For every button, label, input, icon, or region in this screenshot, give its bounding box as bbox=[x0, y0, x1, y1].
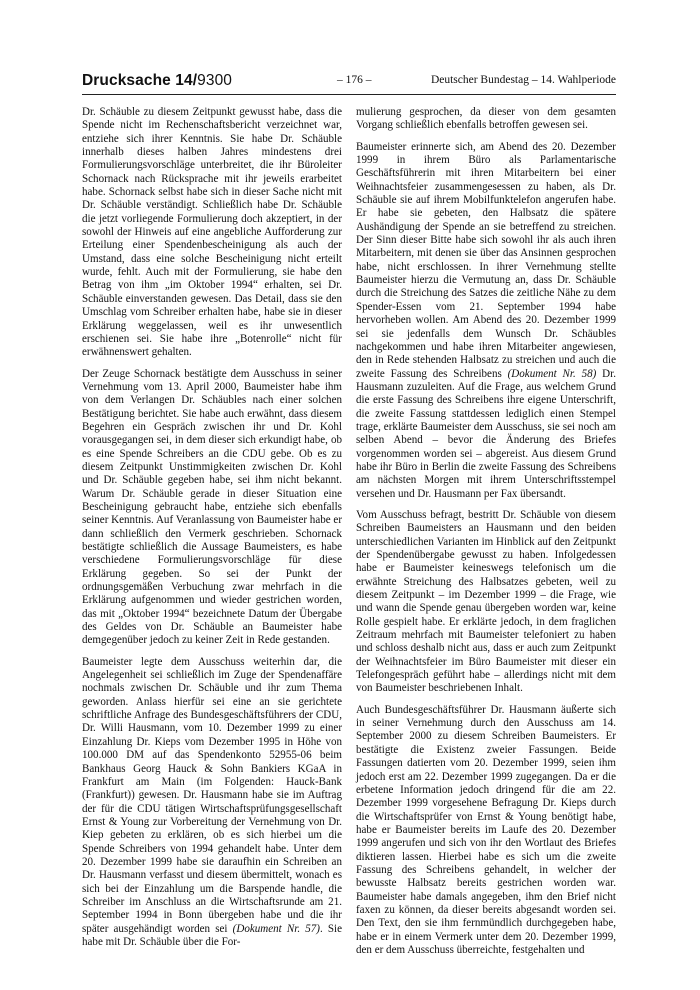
right-column bbox=[356, 106, 616, 957]
document-number-value: 9300 bbox=[197, 72, 233, 89]
paragraph: mulierung gesprochen, da dieser von dem gesamten Vorgang schließlich ebenfalls betroffen gewesen sei. bbox=[356, 106, 616, 132]
paragraph: Der Zeuge Schornack bestätigte dem Ausschuss in seiner Vernehmung vom 13. April 2000, Baumeister habe ihm von dem Verlangen Dr. Schäubles nach einer solchen Bestätigung berichtet. Sie habe auch erwähnt, dass diesem Begehren ein Gespräch zwischen ihr und Dr. Kohl vorausgegangen sei, in dem dieser sich erkundigt habe, ob es eine Spende Schreibers an die CDU gebe. Ob es zu diesem Zeitpunkt Unstimmigkeiten zwischen Dr. Kohl und Dr. Schäuble gegeben habe, sei ihm nicht bekannt. Warum Dr. Schäuble gerade in dieser Situation eine Bescheinigung gebraucht habe, entziehe sich ebenfalls seiner Kenntnis. Auf Veranlassung von Baumeister habe er dann schließlich den Vermerk geschrieben. Schornack bestätigte schließlich die Aussage Baumeisters, es habe verschiedene Formulierungsvorschläge für diese Erklärung gegeben. So sei der Punkt der ordnungsgemäßen Verbuchung zwar mehrfach in die Erklärung aufgenommen und wieder gestrichen worden, das mit „Oktober 1994“ bezeichnete Datum der Übergabe des Geldes von Dr. Schäuble an Baumeister habe demgegenüber jedoch zu keiner Zeit in Rede gestanden. bbox=[82, 367, 342, 647]
paragraph: Vom Ausschuss befragt, bestritt Dr. Schäuble von diesem Schreiben Baumeisters an Hausmann und den beiden unterschiedlichen Varianten im Hinblick auf den Zeitpunkt der Spendenübergabe gewusst zu haben. Infolgedessen habe er Baumeister keineswegs telefonisch um die erwähnte Streichung des Halbsatzes gebeten, weil zu diesem Zeitpunkt – im Dezember 1999 – die Frage, wie und wann die Spende genau übergeben worden war, keine Rolle gespielt habe. Er erklärte jedoch, in dem fraglichen Zeitraum mehrfach mit Baumeister telefoniert zu haben und schloss deshalb nicht aus, dass er auch zum Zeitpunkt der Weihnachtsfeier im Büro Baumeister mit dieser ein Telefongespräch geführt habe – allerdings nicht mit dem von Baumeister beschriebenen Inhalt. bbox=[356, 508, 616, 695]
header-rule bbox=[82, 94, 616, 95]
left-column bbox=[82, 106, 342, 949]
paragraph-text: Baumeister legte dem Ausschuss weiterhin dar, die Angelegenheit sei schließlich im Zuge der Spendenaffäre nochmals zwischen Dr. Schäuble und ihr zum Thema geworden. Anlass hierfür sei eine an sie gerichtete schriftliche Anfrage des Bundesgeschäftsführers der CDU, Dr. Willi Hausmann, vom 10. Dezember 1999 zu einer Einzahlung Dr. Kieps vom Dezember 1995 in Höhe von 100.000 DM auf das Spendenkonto 52955-06 beim Bankhaus Georg Hauck & Sohn Bankiers KGaA in Frankfurt am Main (im Folgenden: Hauck-Bank (Frankfurt)) gewesen. Dr. Hausmann habe sie im Auftrag der für die CDU tätigen Wirtschaftsprüfungsgesellschaft Ernst & Young zur Vorbereitung der Vernehmung von Dr. Kiep gebeten zu erklären, ob es sich hierbei um die Spende Schreibers von 1994 gehandelt habe. Unter dem 20. Dezember 1999 habe sie daraufhin ein Schreiben an Dr. Hausmann verfasst und diesem übermittelt, wonach es sich bei der Einzahlung um die Barspende handle, die Schreiber im Anschluss an die Wirtschaftsrunde am 21. September 1994 in Bonn übergeben habe und die ihr später ausgehändigt worden sei bbox=[82, 655, 342, 935]
page-number: – 176 – bbox=[337, 74, 372, 86]
paragraph: Dr. Schäuble zu diesem Zeitpunkt gewusst habe, dass die Spende nicht im Rechenschaftsbericht verzeichnet war, entziehe sich ihrer Kenntnis. Sie habe Dr. Schäuble innerhalb dieses halben Jahres mindestens drei Formulierungsvorschläge unterbreitet, die ihr Büroleiter Schornack nach Rücksprache mit ihr jeweils erarbeitet habe. Schornack selbst habe sich in dieser Sache nicht mit Dr. Schäuble verständigt. Schließlich habe Dr. Schäuble die jetzt vorliegende Formulierung doch akzeptiert, in der sowohl der Hinweis auf eine angebliche Aufforderung zur Erteilung einer Spendenbescheinigung als auch der Umstand, dass eine solche Bescheinigung nicht erteilt wurde, fehlt. Auch mit der Formulierung, sie habe den Betrag von ihm „im Oktober 1994“ erhalten, sei Dr. Schäuble einverstanden gewesen. Das Detail, dass sie den Umschlag vom Schreiber erhalten habe, habe sie in dieser Erklärung weggelassen, weil es ihr unwesentlich erschienen sei. Sie habe ihre „Botenrolle“ nicht für erwähnenswert gehalten. bbox=[82, 106, 342, 359]
paragraph bbox=[82, 656, 342, 950]
paragraph-text: . Sie habe mit Dr. Schäuble über die For- bbox=[82, 922, 342, 948]
document-label: Drucksache 14/ bbox=[82, 72, 198, 89]
page-header bbox=[82, 72, 616, 94]
document-reference: (Dokument Nr. 58) bbox=[507, 367, 597, 380]
document-number bbox=[82, 72, 232, 90]
paragraph-text: Dr. Hausmann zuzuleiten. Auf die Frage, aus welchem Grund die erste Fassung des Schreibens ihre eigene Unterschrift, die zweite Fassung stattdessen lediglich einen Stempel trage, erklärte Baumeister dem Ausschuss, sie sei noch am selben Abend – bevor die Änderung des Briefes vorgenommen worden sei – abgereist. Aus diesem Grund habe ihr Büro in Berlin die zweite Fassung des Schreibens am nächsten Morgen mit ihrem Unterschriftsstempel versehen und Dr. Hausmann per Fax übersandt. bbox=[356, 367, 616, 500]
paragraph: Auch Bundesgeschäftsführer Dr. Hausmann äußerte sich in seiner Vernehmung durch den Ausschuss am 14. September 2000 zu diesem Schreiben Baumeisters. Er bestätigte die Existenz zweier Fassungen. Beide Fassungen datierten vom 20. Dezember 1999, seien ihm jedoch erst am 22. Dezember 1999 zugegangen. Da er die erbetene Information jedoch dringend für die am 22. Dezember 1999 vorgesehene Befragung Dr. Kieps durch die Wirtschaftsprüfer von Ernst & Young benötigt habe, habe er Baumeister bereits im Laufe des 20. Dezember 1999 angerufen und sich von ihr den Wortlaut des Briefes diktieren lassen. Hierbei habe es sich um die zweite Fassung des Schreibens gehandelt, in welcher der bewusste Halbsatz bereits gestrichen worden war. Baumeister habe damals angegeben, ihm den Brief nicht faxen zu können, da dieser bereits abgesandt worden sei. Den Text, den sie ihm fernmündlich durchgegeben habe, habe er in einem Vermerk unter dem 20. Dezember 1999, den er dem Ausschuss überreichte, festgehalten und bbox=[356, 703, 616, 956]
paragraph-text: Baumeister erinnerte sich, am Abend des 20. Dezember 1999 in ihrem Büro als Parlamentarische Geschäftsführerin mit ihren Mitarbeitern bei einer Weihnachtsfeier zusammengesessen zu haben, als Dr. Schäuble sie auf ihrem Mobilfunktelefon angerufen habe. Er habe sie gebeten, den Halbsatz die spätere Aushändigung der Spende an sie betreffend zu streichen. Der Sinn dieser Bitte habe sich sowohl ihr als auch ihren Mitarbeitern, mit denen sie über das Ansinnen gesprochen habe, nicht erschlossen. In ihrer Vernehmung stellte Baumeister hierzu die Vermutung an, dass Dr. Schäuble durch die Streichung des Satzes die zeitliche Nähe zu dem Spender-Essen vom 21. September 1994 habe hervorheben wollen. Am Abend des 20. Dezember 1999 sei sie jedenfalls dem Wunsch Dr. Schäubles nachgekommen und habe ihren Mitarbeiter angewiesen, den in Rede stehenden Halbsatz zu streichen und auch die zweite Fassung des Schreibens bbox=[356, 140, 616, 380]
paragraph bbox=[356, 141, 616, 501]
document-reference: (Dokument Nr. 57) bbox=[232, 922, 320, 935]
institution-label: Deutscher Bundestag – 14. Wahlperiode bbox=[430, 74, 616, 86]
